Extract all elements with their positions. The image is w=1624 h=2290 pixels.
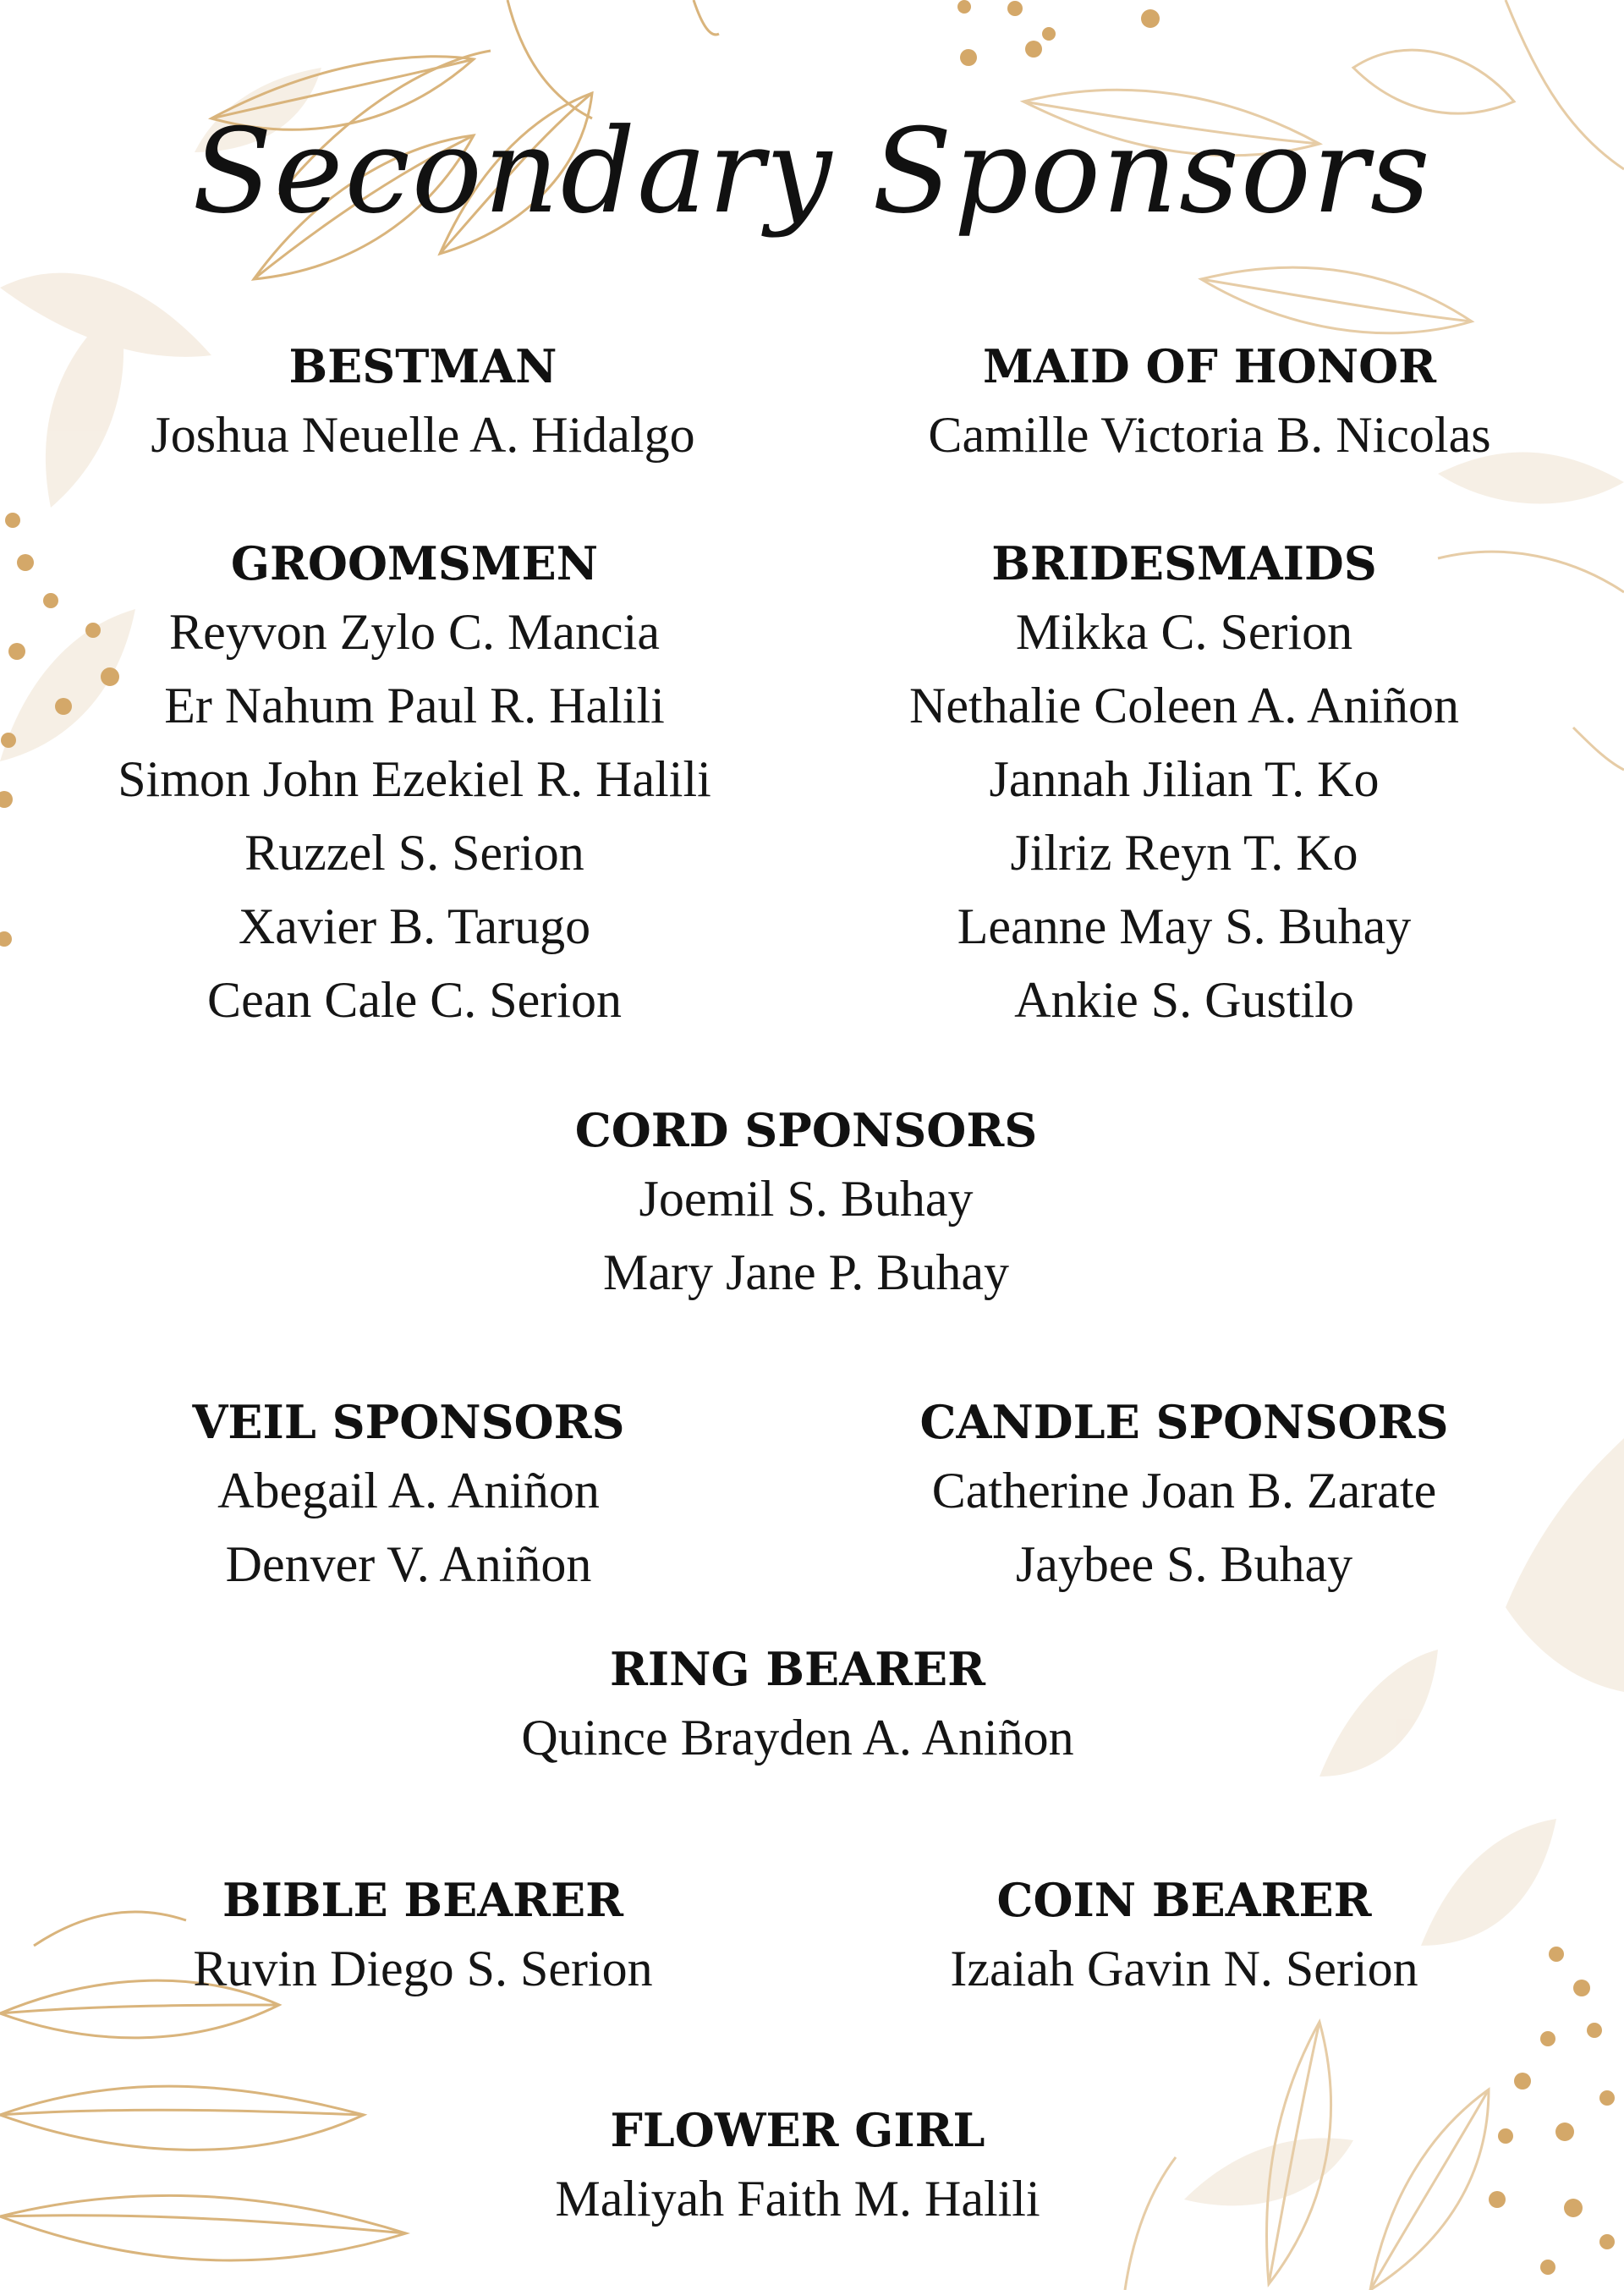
sponsor-name: Mary Jane P. Buhay (603, 1244, 1009, 1300)
section-coin-bearer (846, 1868, 1522, 2006)
sponsor-name: Joemil S. Buhay (639, 1171, 974, 1227)
section-heading: MAID OF HONOR (982, 339, 1437, 393)
sponsor-name: Nethalie Coleen A. Aniñon (909, 678, 1459, 733)
sponsor-name: Reyvon Zylo C. Mancia (169, 604, 660, 660)
section-maid-of-honor (871, 334, 1548, 472)
sponsor-name: Jilriz Reyn T. Ko (1010, 825, 1358, 881)
section-heading: CORD SPONSORS (574, 1103, 1038, 1157)
page-title: Secondary Sponsors (192, 103, 1432, 239)
sponsor-name: Xavier B. Tarugo (238, 898, 591, 954)
sponsor-name: Catherine Joan B. Zarate (931, 1463, 1437, 1518)
section-heading: CANDLE SPONSORS (919, 1395, 1449, 1449)
sponsor-name: Ruvin Diego S. Serion (193, 1941, 653, 1996)
sponsor-name: Leanne May S. Buhay (957, 898, 1412, 954)
section-heading: BESTMAN (288, 339, 557, 393)
section-groomsmen (76, 531, 753, 1037)
sponsor-name: Maliyah Faith M. Halili (555, 2171, 1040, 2227)
sponsor-name: Denver V. Aniñon (225, 1536, 592, 1592)
sponsor-name: Ruzzel S. Serion (244, 825, 584, 881)
sponsor-name: Camille Victoria B. Nicolas (928, 407, 1491, 463)
sponsor-name: Er Nahum Paul R. Halili (164, 678, 665, 733)
section-candle-sponsors (846, 1390, 1522, 1601)
section-heading: VEIL SPONSORS (192, 1395, 625, 1449)
section-heading: BRIDESMAIDS (991, 536, 1377, 590)
sponsor-name: Abegail A. Aniñon (217, 1463, 600, 1518)
sponsor-name: Joshua Neuelle A. Hidalgo (151, 407, 695, 463)
section-ring-bearer (459, 1637, 1136, 1775)
section-veil-sponsors (70, 1390, 747, 1601)
sponsor-name: Quince Brayden A. Aniñon (521, 1710, 1074, 1766)
section-bible-bearer (85, 1868, 761, 2006)
sponsor-name: Jaybee S. Buhay (1015, 1536, 1353, 1592)
section-heading: FLOWER GIRL (610, 2103, 985, 2157)
section-heading: BIBLE BEARER (222, 1873, 624, 1927)
sponsor-name: Jannah Jilian T. Ko (989, 751, 1380, 807)
sponsor-name: Mikka C. Serion (1015, 604, 1353, 660)
section-heading: RING BEARER (609, 1642, 986, 1696)
section-bestman (85, 334, 761, 472)
sponsor-name: Izaiah Gavin N. Serion (950, 1941, 1418, 1996)
section-flower-girl (459, 2098, 1136, 2236)
section-bridesmaids (846, 531, 1522, 1037)
sponsor-name: Ankie S. Gustilo (1014, 972, 1354, 1028)
section-cord-sponsors (468, 1098, 1144, 1310)
sponsor-name: Cean Cale C. Serion (207, 972, 622, 1028)
sponsor-name: Simon John Ezekiel R. Halili (118, 751, 711, 807)
section-heading: COIN BEARER (996, 1873, 1372, 1927)
section-heading: GROOMSMEN (230, 536, 599, 590)
